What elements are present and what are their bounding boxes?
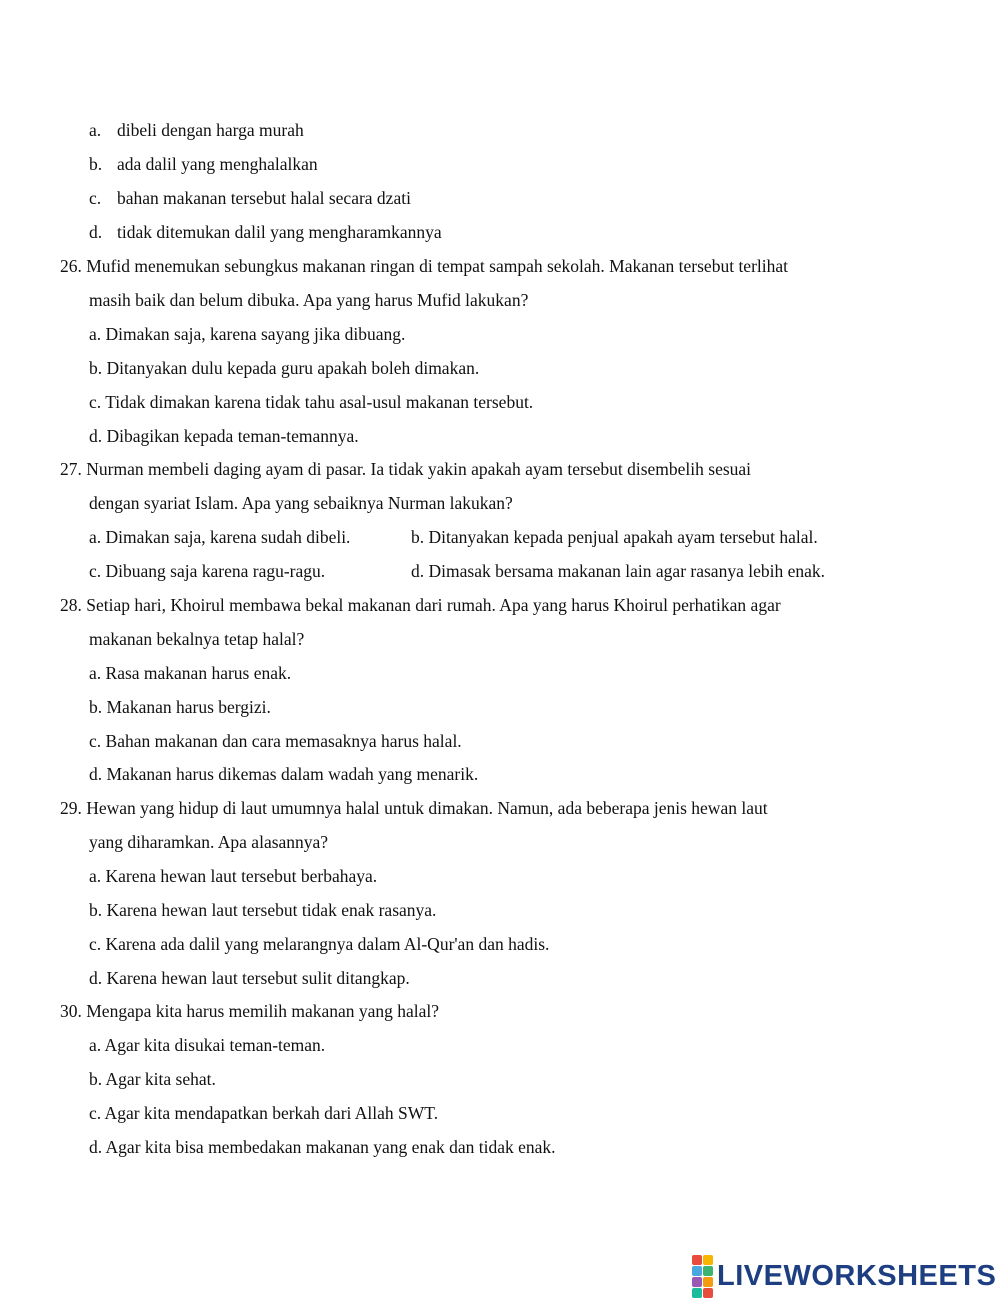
question-text: Nurman membeli daging ayam di pasar. Ia tidak yakin apakah ayam tersebut disembelih sesuai bbox=[86, 459, 752, 479]
q27-option-a[interactable]: a. Dimakan saja, karena sudah dibeli. bbox=[89, 527, 351, 547]
q29-option-b[interactable]: b. Karena hewan laut tersebut tidak enak rasanya. bbox=[89, 900, 437, 920]
q26-option-c[interactable]: c. Tidak dimakan karena tidak tahu asal-usul makanan tersebut. bbox=[89, 392, 534, 412]
q26-option-a[interactable]: a. Dimakan saja, karena sayang jika dibuang. bbox=[89, 324, 406, 344]
option-text: dibeli dengan harga murah bbox=[117, 120, 304, 140]
logo-text: LIVEWORKSHEETS bbox=[717, 1260, 997, 1292]
prev-option-b[interactable] bbox=[89, 153, 318, 175]
option-letter: a. bbox=[89, 120, 102, 140]
question-text: Hewan yang hidup di laut umumnya halal untuk dimakan. Namun, ada beberapa jenis hewan laut bbox=[86, 798, 768, 818]
prev-option-a[interactable] bbox=[89, 119, 304, 141]
question-27 bbox=[60, 458, 751, 480]
q30-option-b[interactable]: b. Agar kita sehat. bbox=[89, 1069, 216, 1089]
q26-option-d[interactable]: d. Dibagikan kepada teman-temannya. bbox=[89, 426, 359, 446]
q29-option-c[interactable]: c. Karena ada dalil yang melarangnya dalam Al-Qur'an dan hadis. bbox=[89, 934, 550, 954]
q28-option-c[interactable]: c. Bahan makanan dan cara memasaknya harus halal. bbox=[89, 731, 462, 751]
prev-option-d[interactable] bbox=[89, 221, 442, 243]
q27-option-c[interactable]: c. Dibuang saja karena ragu-ragu. bbox=[89, 561, 326, 581]
q28-option-a[interactable]: a. Rasa makanan harus enak. bbox=[89, 663, 292, 683]
question-text: Setiap hari, Khoirul membawa bekal makanan dari rumah. Apa yang harus Khoirul perhatikan agar bbox=[86, 595, 781, 615]
q26-option-b[interactable]: b. Ditanyakan dulu kepada guru apakah boleh dimakan. bbox=[89, 358, 480, 378]
q27-option-b[interactable]: b. Ditanyakan kepada penjual apakah ayam tersebut halal. bbox=[411, 527, 818, 547]
q29-option-d[interactable]: d. Karena hewan laut tersebut sulit ditangkap. bbox=[89, 968, 410, 988]
question-26-line-2: masih baik dan belum dibuka. Apa yang harus Mufid lakukan? bbox=[89, 290, 529, 310]
option-text: tidak ditemukan dalil yang mengharamkannya bbox=[117, 222, 442, 242]
question-number: 28. bbox=[60, 595, 82, 615]
q28-option-d[interactable]: d. Makanan harus dikemas dalam wadah yang menarik. bbox=[89, 764, 479, 784]
question-number: 27. bbox=[60, 459, 82, 479]
option-text: bahan makanan tersebut halal secara dzati bbox=[117, 188, 411, 208]
option-letter: b. bbox=[89, 154, 103, 174]
question-number: 29. bbox=[60, 798, 82, 818]
question-text: Mufid menemukan sebungkus makanan ringan di tempat sampah sekolah. Makanan tersebut terlihat bbox=[86, 256, 789, 276]
option-letter: d. bbox=[89, 222, 103, 242]
question-27-line-2: dengan syariat Islam. Apa yang sebaiknya Nurman lakukan? bbox=[89, 493, 513, 513]
question-number: 26. bbox=[60, 256, 82, 276]
q30-option-a[interactable]: a. Agar kita disukai teman-teman. bbox=[89, 1035, 326, 1055]
question-26 bbox=[60, 255, 788, 277]
question-number: 30. bbox=[60, 1001, 82, 1021]
liveworksheets-logo[interactable] bbox=[692, 1255, 996, 1298]
question-30 bbox=[60, 1000, 439, 1022]
prev-option-c[interactable] bbox=[89, 187, 411, 209]
q28-option-b[interactable]: b. Makanan harus bergizi. bbox=[89, 697, 271, 717]
q30-option-d[interactable]: d. Agar kita bisa membedakan makanan yang enak dan tidak enak. bbox=[89, 1137, 556, 1157]
question-text: Mengapa kita harus memilih makanan yang halal? bbox=[86, 1001, 440, 1021]
question-29 bbox=[60, 797, 768, 819]
q30-option-c[interactable]: c. Agar kita mendapatkan berkah dari Allah SWT. bbox=[89, 1103, 439, 1123]
question-28 bbox=[60, 594, 781, 616]
option-text: ada dalil yang menghalalkan bbox=[117, 154, 318, 174]
liveworksheets-logo-icon bbox=[692, 1255, 713, 1298]
question-29-line-2: yang diharamkan. Apa alasannya? bbox=[89, 832, 329, 852]
question-28-line-2: makanan bekalnya tetap halal? bbox=[89, 629, 305, 649]
q29-option-a[interactable]: a. Karena hewan laut tersebut berbahaya. bbox=[89, 866, 378, 886]
option-letter: c. bbox=[89, 188, 102, 208]
q27-option-d[interactable]: d. Dimasak bersama makanan lain agar rasanya lebih enak. bbox=[411, 561, 825, 581]
